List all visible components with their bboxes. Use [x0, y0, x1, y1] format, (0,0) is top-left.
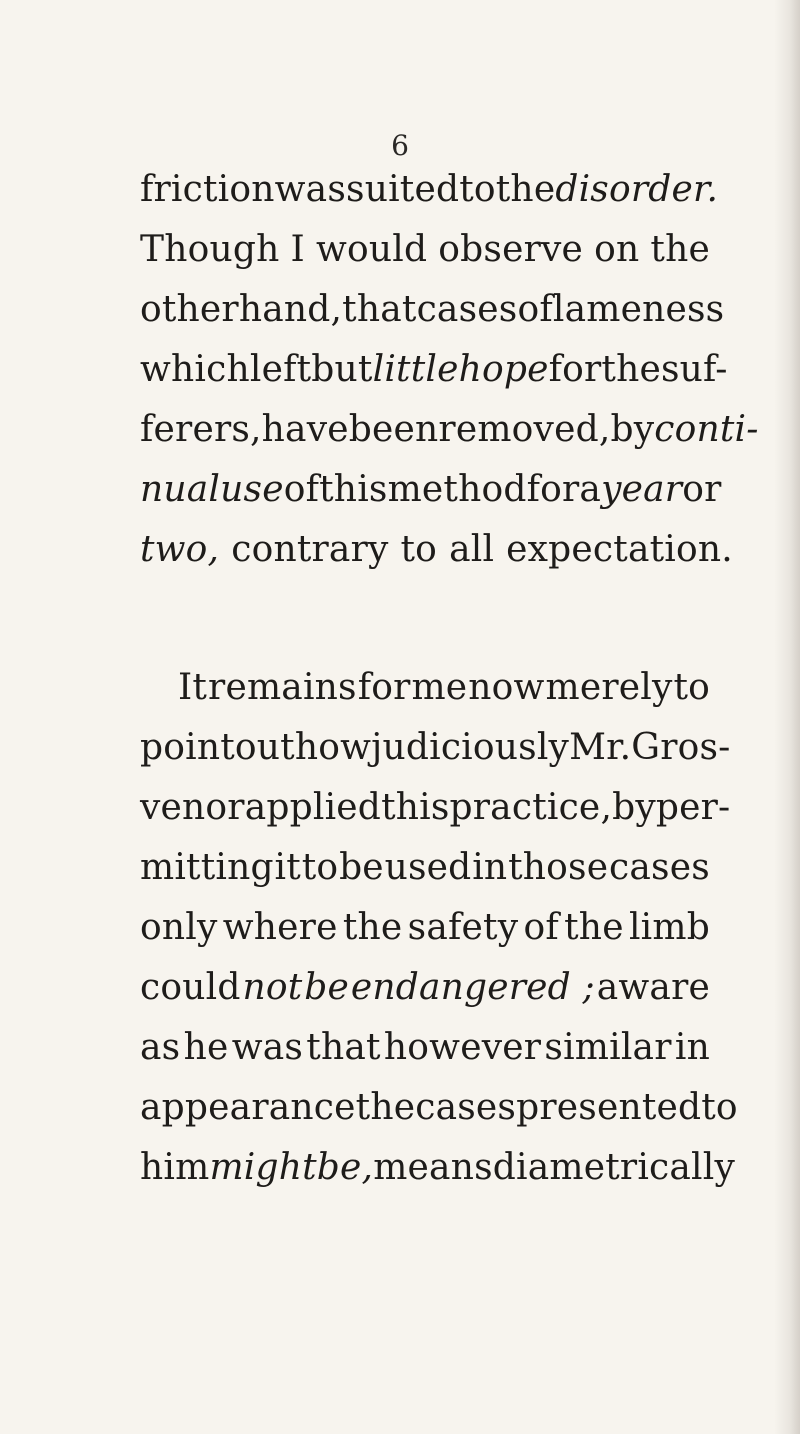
word: other [140, 289, 239, 330]
word: the [650, 229, 710, 270]
word: of [523, 907, 559, 948]
word: to [301, 847, 339, 888]
word: how [294, 727, 372, 768]
text-line [140, 160, 719, 220]
text-line [140, 778, 731, 838]
word: expectation. [506, 529, 733, 570]
text-line [140, 1078, 738, 1138]
text-line [140, 520, 733, 580]
word: all [449, 529, 495, 570]
word: have [261, 409, 349, 450]
word: friction [140, 169, 275, 210]
word: two, [140, 529, 220, 570]
text-line [140, 838, 710, 898]
word: this [381, 787, 450, 828]
text-line [140, 1138, 736, 1198]
word: was [231, 1027, 304, 1068]
word: suited [346, 169, 460, 210]
word: would [316, 229, 428, 270]
word: disorder. [555, 169, 719, 210]
word: was [274, 169, 347, 210]
word: contrary [231, 529, 389, 570]
word: means [373, 1147, 493, 1188]
word: conti- [654, 409, 759, 450]
word: now [468, 667, 545, 708]
text-line [140, 1018, 710, 1078]
word: or [682, 469, 722, 510]
word: to [701, 1087, 738, 1128]
word: observe [438, 229, 584, 270]
text-line [140, 220, 710, 280]
word: for [357, 667, 411, 708]
word: safety [407, 907, 519, 948]
word: presented [516, 1087, 702, 1128]
word: on [594, 229, 640, 270]
word: I [290, 229, 305, 270]
word: the [601, 349, 661, 390]
word: similar [544, 1027, 672, 1068]
page-number: 6 [391, 129, 409, 162]
word: point [140, 727, 235, 768]
word: might [209, 1147, 317, 1188]
word: to [400, 529, 438, 570]
word: be [304, 967, 349, 1008]
word: which [140, 349, 250, 390]
word: Though [140, 229, 280, 270]
word: the [355, 1087, 416, 1128]
word: been [348, 409, 439, 450]
text-line [140, 400, 759, 460]
word: cases [415, 1087, 517, 1128]
word: to [459, 169, 496, 210]
word: judiciously [371, 727, 570, 768]
word: diametrically [492, 1147, 736, 1188]
word: not [242, 967, 303, 1008]
word: appearance [140, 1087, 356, 1128]
word: limb [628, 907, 710, 948]
word: me [411, 667, 468, 708]
text-line [140, 958, 710, 1018]
word: to [673, 667, 710, 708]
text-line [140, 898, 710, 958]
word: a [579, 469, 602, 510]
word: that [306, 1027, 381, 1068]
text-line [140, 658, 710, 718]
word: practice, [449, 787, 613, 828]
word: use [220, 469, 284, 510]
word: applied [244, 787, 382, 828]
word: lameness [552, 289, 725, 330]
word: he [183, 1027, 229, 1068]
paragraph-2 [140, 658, 738, 1198]
word: removed, [438, 409, 611, 450]
word: endangered ; [350, 967, 595, 1008]
word: remains [208, 667, 357, 708]
word: out [234, 727, 295, 768]
word: venor [140, 787, 245, 828]
word: as [140, 1027, 181, 1068]
word: aware [596, 967, 710, 1008]
word: for [526, 469, 580, 510]
word: this [319, 469, 388, 510]
word: method [387, 469, 527, 510]
word: those [508, 847, 609, 888]
word: but [311, 349, 373, 390]
word: cases [416, 289, 518, 330]
word: where [222, 907, 338, 948]
word: the [564, 907, 624, 948]
word: Mr. [569, 727, 632, 768]
word: be [339, 847, 384, 888]
word: suf- [660, 349, 728, 390]
word: hand, [238, 289, 343, 330]
word: merely [545, 667, 673, 708]
word: for [548, 349, 602, 390]
word: it [274, 847, 301, 888]
text-line [140, 718, 731, 778]
text-line [140, 460, 722, 520]
word: of [283, 469, 320, 510]
word: the [342, 907, 403, 948]
word: by [610, 409, 655, 450]
word: only [140, 907, 218, 948]
word: the [495, 169, 556, 210]
word: It [178, 667, 208, 708]
word: him [140, 1147, 210, 1188]
word: by [612, 787, 656, 828]
page-edge-shadow [774, 0, 800, 1434]
word: cases [609, 847, 710, 888]
text-line [140, 340, 728, 400]
word: used [384, 847, 472, 888]
word: nual [140, 469, 221, 510]
word: per- [655, 787, 731, 828]
word: however [383, 1027, 542, 1068]
word: left [249, 349, 312, 390]
word: hope [458, 349, 549, 390]
word: Gros- [631, 727, 731, 768]
text-line [140, 280, 725, 340]
word: little [372, 349, 459, 390]
word: in [674, 1027, 710, 1068]
word: that [342, 289, 417, 330]
word: mitting [140, 847, 274, 888]
paragraph-1 [140, 160, 759, 580]
word: in [472, 847, 508, 888]
word: of [517, 289, 553, 330]
word: be, [316, 1147, 374, 1188]
word: could [140, 967, 241, 1008]
word: ferers, [140, 409, 262, 450]
word: year [601, 469, 683, 510]
